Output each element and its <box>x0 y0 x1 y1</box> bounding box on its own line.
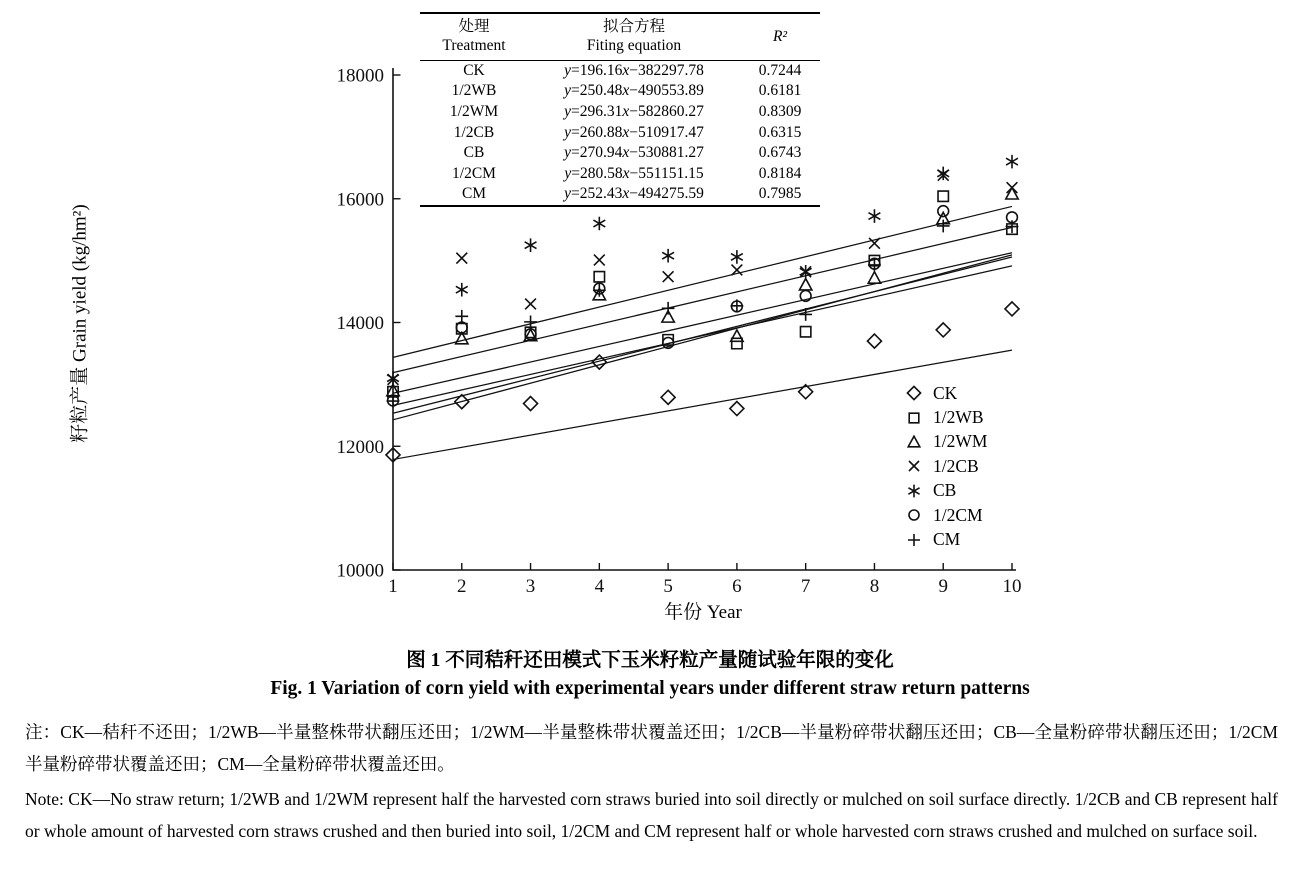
fit-table-row <box>420 102 820 123</box>
diamond-marker <box>661 390 675 404</box>
y-tick-label: 12000 <box>336 436 384 458</box>
x-tick-label: 6 <box>732 576 742 597</box>
asterisk-marker <box>525 238 537 252</box>
plus-marker <box>455 310 468 323</box>
cell-equation: y=250.48x−490553.89 <box>564 82 704 100</box>
legend-item-1-2WM <box>903 430 987 454</box>
cell-r2: 0.8184 <box>758 164 802 182</box>
square-marker <box>800 327 810 337</box>
cell-treatment: CM <box>461 185 487 203</box>
x-tick-label: 10 <box>1002 576 1022 597</box>
figure-title-en: Fig. 1 Variation of corn yield with experimental years under different straw return patterns <box>270 678 1030 699</box>
plus-marker <box>908 534 920 546</box>
cell-treatment: CK <box>463 61 485 79</box>
figure-note-zh: 注：CK—秸秆不还田；1/2WB—半量整株带状翻压还田；1/2WM—半量整株带状覆盖还田；1/2CB—半量粉碎带状翻压还田；CB—全量粉碎带状翻压还田；1/2CM 半量粉碎带状覆盖还田；CM—全量粉碎带状覆盖还田。 <box>25 722 1278 774</box>
col-header-equation-en: Fiting equation <box>586 37 682 55</box>
cell-equation: y=270.94x−530881.27 <box>564 144 704 162</box>
x-tick-label: 1 <box>388 576 398 597</box>
asterisk-marker <box>908 484 919 497</box>
plus-marker <box>524 315 537 328</box>
asterisk-marker <box>593 217 605 231</box>
cell-r2: 0.6315 <box>758 123 802 141</box>
fit-table-row <box>420 164 820 185</box>
diamond-marker <box>1005 302 1019 316</box>
x-marker <box>909 461 919 471</box>
y-tick-label: 10000 <box>336 560 384 582</box>
legend-item-CK <box>903 381 987 405</box>
plus-icon <box>903 529 925 551</box>
asterisk-marker <box>937 167 949 181</box>
fit-line <box>393 253 1012 394</box>
cell-r2: 0.6181 <box>758 82 802 100</box>
fit-line <box>393 227 1012 372</box>
x-tick-label: 4 <box>594 576 605 597</box>
asterisk-marker <box>456 283 468 297</box>
legend-item-CB <box>903 479 987 503</box>
fit-equation-table <box>420 12 820 207</box>
fit-table-row <box>420 184 820 206</box>
legend-item-1-2CB <box>903 454 987 478</box>
x-tick-label: 7 <box>800 576 811 597</box>
x-marker <box>525 299 536 310</box>
legend-label: 1/2WB <box>933 407 984 428</box>
col-header-r2 <box>740 13 820 60</box>
asterisk-marker <box>662 249 674 263</box>
legend-label: CK <box>933 382 958 403</box>
square-icon <box>903 407 925 429</box>
legend-label: CM <box>933 529 961 550</box>
square-marker <box>594 272 604 282</box>
legend-label: CB <box>933 480 957 501</box>
diamond-marker <box>936 323 950 337</box>
fit-table-row <box>420 143 820 164</box>
asterisk-marker <box>731 250 743 264</box>
x-icon <box>903 455 925 477</box>
x-tick-label: 2 <box>457 576 467 597</box>
fit-table-row <box>420 60 820 81</box>
cell-equation: y=280.58x−551151.15 <box>564 164 704 182</box>
fit-table-row <box>420 81 820 102</box>
col-header-treatment-zh: 处理 <box>458 18 490 35</box>
triangle-icon <box>903 431 925 453</box>
diamond-icon <box>903 382 925 404</box>
plus-marker <box>662 302 675 315</box>
x-marker <box>1007 182 1018 193</box>
y-axis-title: 籽粒产量 Grain yield (kg/hm²) <box>69 204 91 443</box>
diamond-marker <box>867 334 881 348</box>
triangle-marker <box>799 279 811 290</box>
fit-table-row <box>420 123 820 144</box>
cell-treatment: 1/2WM <box>449 102 499 120</box>
triangle-marker <box>868 272 880 283</box>
square-marker <box>732 338 742 348</box>
square-marker <box>938 191 948 201</box>
x-tick-label: 8 <box>869 576 880 597</box>
cell-equation: y=296.31x−582860.27 <box>564 102 704 120</box>
legend <box>903 381 987 552</box>
diamond-marker <box>907 387 920 400</box>
x-marker <box>456 253 467 264</box>
asterisk-icon <box>903 480 925 502</box>
legend-item-CM <box>903 527 987 551</box>
figure-title-zh: 图 1 不同秸秆还田模式下玉米籽粒产量随试验年限的变化 <box>406 650 894 671</box>
legend-label: 1/2CM <box>933 504 983 525</box>
cell-r2: 0.8309 <box>758 102 802 120</box>
x-marker <box>663 271 674 282</box>
circle-marker <box>909 510 919 520</box>
y-tick-label: 16000 <box>336 189 384 211</box>
y-tick-label: 18000 <box>336 65 384 87</box>
cell-r2: 0.7244 <box>758 61 802 79</box>
legend-item-1-2WB <box>903 405 987 429</box>
cell-equation: y=196.16x−382297.78 <box>564 61 704 79</box>
square-marker <box>909 413 919 423</box>
asterisk-marker <box>869 209 881 223</box>
col-header-equation-zh: 拟合方程 <box>602 18 665 35</box>
x-axis-title: 年份 Year <box>664 602 742 623</box>
cell-treatment: CB <box>463 144 485 162</box>
y-tick-label: 14000 <box>336 313 384 334</box>
diamond-marker <box>524 397 538 411</box>
cell-equation: y=252.43x−494275.59 <box>564 185 704 203</box>
diamond-marker <box>730 402 744 416</box>
cell-treatment: 1/2CB <box>453 123 495 141</box>
figure-note-en: Note: CK—No straw return; 1/2WB and 1/2WM represent half the harvested corn straws buried into soil directly or mulched on soil surface directly. 1/2CB and CB represent half or whole amount of harvested corn straws crushed and then buried into soil, 1/2CM and CM represent half or whole harvested corn straws crushed and mulched on surface soil. <box>25 789 1278 841</box>
x-tick-label: 5 <box>663 576 673 597</box>
triangle-marker <box>908 436 920 447</box>
r2-label: R² <box>772 27 788 45</box>
cell-r2: 0.6743 <box>758 144 802 162</box>
legend-label: 1/2CB <box>933 455 979 476</box>
x-tick-label: 3 <box>525 576 536 597</box>
x-tick-label: 9 <box>938 576 948 597</box>
cell-treatment: 1/2WB <box>451 82 497 100</box>
legend-label: 1/2WM <box>933 431 988 452</box>
cell-treatment: 1/2CM <box>452 164 496 182</box>
cell-r2: 0.7985 <box>758 185 802 203</box>
fit-table-header-row <box>420 13 820 60</box>
col-header-treatment-en: Treatment <box>442 37 506 55</box>
cell-equation: y=260.88x−510917.47 <box>564 123 704 141</box>
legend-item-1-2CM <box>903 503 987 527</box>
asterisk-marker <box>1006 155 1018 169</box>
triangle-marker <box>1006 188 1018 199</box>
circle-icon <box>903 504 925 526</box>
col-header-equation <box>528 13 740 60</box>
col-header-treatment <box>420 13 528 60</box>
triangle-marker <box>731 330 743 341</box>
fit-table <box>420 12 820 207</box>
x-marker <box>594 255 605 266</box>
